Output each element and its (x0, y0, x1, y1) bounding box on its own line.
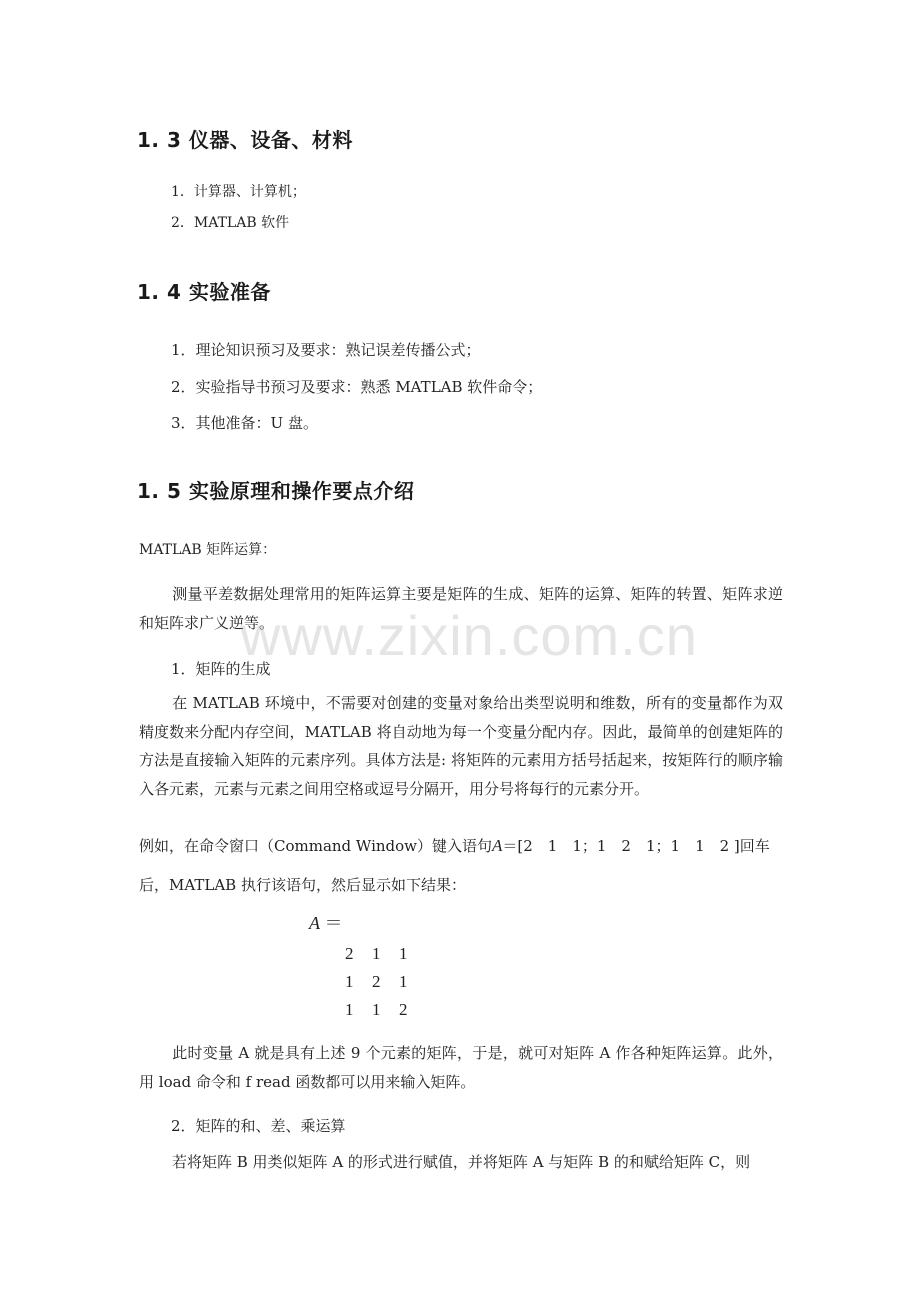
matrix-label-var: A (309, 913, 320, 933)
paragraph-matrix-b (139, 1148, 783, 1177)
subheading-sum-diff-product: 2．矩阵的和、差、乘运算 (171, 1117, 346, 1135)
list-item-guide-prep: 2．实验指导书预习及要求：熟悉 MATLAB 软件命令； (171, 378, 543, 396)
heading-1-3: 1. 3 仪器、设备、材料 (137, 128, 353, 152)
paragraph-variable-a-text: 此时变量 A 就是具有上述 9 个元素的矩阵，于是，就可对矩阵 A 作各种矩阵运算。此外，用 load 命令和 f read 函数都可以用来输入矩阵。 (139, 1044, 783, 1091)
command-example-prefix: 例如，在命令窗口（Command Window）键入语句 (139, 837, 493, 855)
matrix-label-eq: ＝ (320, 913, 343, 933)
command-result-intro: 后，MATLAB 执行该语句，然后显示如下结果： (139, 876, 466, 894)
matrix-cell: 1 (399, 972, 408, 991)
heading-1-5: 1. 5 实验原理和操作要点介绍 (137, 479, 415, 503)
matrix-cell: 2 (372, 972, 381, 991)
matlab-intro-label: MATLAB 矩阵运算： (139, 542, 277, 558)
matrix-cell: 1 (372, 944, 381, 963)
paragraph-matrix-ops-text: 测量平差数据处理常用的矩阵运算主要是矩阵的生成、矩阵的运算、矩阵的转置、矩阵求逆和矩阵求广义逆等。 (139, 585, 783, 632)
paragraph-matlab-env-text: 在 MATLAB 环境中，不需要对创建的变量对象给出类型说明和维数，所有的变量都作为双精度数来分配内存空间，MATLAB 将自动地为每一个变量分配内存。因此，最简单的创建矩阵的方法是直接输入矩阵的元素序列。具体方法是: 将矩阵的元素用方括号括起来，按矩阵行的顺序输入各元素，元素与元素之间用空格或逗号分隔开，用分号将每行的元素分开。 (139, 694, 783, 799)
list-item-other-prep: 3．其他准备：U 盘。 (171, 414, 318, 432)
paragraph-matrix-b-text: 若将矩阵 B 用类似矩阵 A 的形式进行赋值，并将矩阵 A 与矩阵 B 的和赋给矩阵 C，则 (172, 1153, 751, 1171)
list-item-calculator: 1．计算器、计算机； (171, 184, 306, 200)
watermark: www.zixin.com.cn (240, 604, 698, 667)
matrix-row (345, 972, 426, 1000)
matrix-cell: 1 (345, 972, 354, 991)
matrix-result-label (309, 909, 343, 935)
matrix-cell: 1 (345, 1000, 354, 1019)
matrix-cell: 2 (399, 1000, 408, 1019)
command-variable: A (492, 836, 503, 855)
list-item-matlab-software: 2．MATLAB 软件 (171, 215, 290, 231)
matrix-cell: 1 (372, 1000, 381, 1019)
matrix-display (345, 944, 426, 1028)
heading-1-4: 1. 4 实验准备 (137, 280, 271, 304)
command-example-line (139, 835, 799, 856)
list-item-theory-prep: 1．理论知识预习及要求：熟记误差传播公式； (171, 341, 481, 359)
paragraph-variable-a (139, 1039, 783, 1096)
matrix-cell: 2 (345, 944, 354, 963)
paragraph-matrix-ops (139, 580, 783, 637)
command-expression: ＝[2 1 1；1 2 1；1 1 2 ]回车 (502, 837, 770, 855)
matrix-cell: 1 (399, 944, 408, 963)
subheading-matrix-generation: 1．矩阵的生成 (171, 660, 271, 678)
paragraph-matlab-env (139, 689, 783, 804)
matrix-row (345, 944, 426, 972)
matrix-row (345, 1000, 426, 1028)
